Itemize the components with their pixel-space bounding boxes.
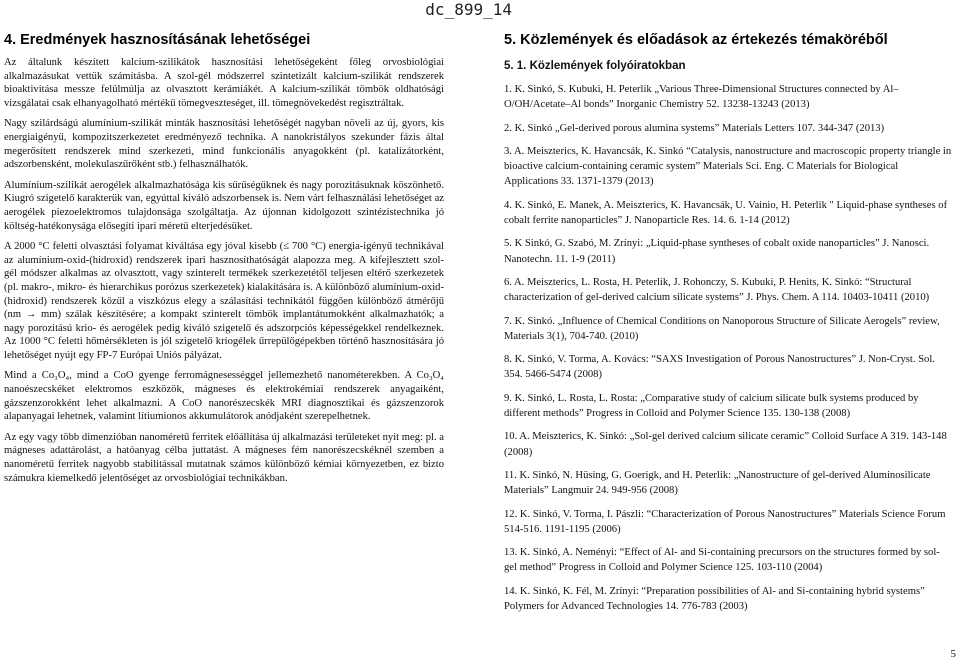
left-column (4, 32, 444, 492)
reference-item: 9. K. Sinkó, L. Rosta, L. Rosta: „Comparative study of calcium silicate bulk systems produced by different methods” Progress in Colloid and Polymer Science 135. 130-138 (2008) (504, 392, 919, 420)
reference-item: 6. A. Meiszterics, L. Rosta, H. Peterlik, J. Rohonczy, S. Kubuki, P. Henits, K. Sinkó: “Structural characterization of gel-derived calcium silicate systems” J. Phys. Chem. A 114. 10403-10411 (2010) (504, 276, 930, 304)
section-heading-publications: 5. Közlemények és előadások az értekezés témaköréből (504, 32, 888, 48)
section-heading-results-usage: 4. Eredmények hasznosításának lehetőségei (4, 32, 311, 48)
reference-item: 1. K. Sinkó, S. Kubuki, H. Peterlik „Various Three-Dimensional Structures connected by Al–O/OH/Acetate–Al bonds” Inorganic Chemistry 52. 13238-13243 (2013) (504, 84, 899, 111)
reference-item: 5. K Sinkó, G. Szabó, M. Zrínyi: „Liquid-phase syntheses of cobalt oxide nanoparticles” J. Nanosci. Nanotechn. 11. 1-9 (2011) (504, 238, 930, 265)
document-id-header: dc_899_14 (425, 0, 512, 19)
subheading-journal-articles: 5. 1. Közlemények folyóiratokban (504, 60, 686, 72)
reference-item: 11. K. Sinkó, N. Hüsing, G. Goerigk, and H. Peterlik: „Nanostructure of gel-derived Aluminosilicate Materials” Langmuir 24. 949-956 (2008) (504, 469, 931, 497)
reference-item: 4. K. Sinkó, E. Manek, A. Meiszterics, K. Havancsák, U. Vainio, H. Peterlik " Liquid-phase syntheses of cobalt ferrite nanoparticles” J. Nanoparticle Res. 14. 6. 1-14 (2012) (504, 199, 948, 227)
paragraph-aluminium-silicates: Nagy szilárdságú alumínium-szilikát minták hasznosítási lehetőségét nagyban növeli az új, gyors, kis energiaigényű, kompozitszerkezetet eredményező technika. A nanokristályos szekunder fázis által megerősített rendszerek mind szerkezeti, mind funkcionális anyagokként (pl. katalizátorként, adszorbensként, molekulaszűrőként stb.) felhasználhatók. (4, 118, 444, 171)
reference-item: 14. K. Sinkó, K. Fél, M. Zrínyi: “Preparation possibilities of Al- and Si-containing hybrid systems” Polymers for Advanced Technologies 14. 776-783 (2003) (504, 585, 925, 613)
reference-item: 2. K. Sinkó „Gel-derived porous alumina systems” Materials Letters 107. 344-347 (2013) (504, 122, 885, 134)
reference-item: 10. A. Meiszterics, K. Sinkó: „Sol-gel derived calcium silicate ceramic” Colloid Surface A 319. 143-148 (2008) (504, 431, 947, 458)
paragraph-aerogels: Alumínium-szilikát aerogélek alkalmazhatósága kis sűrűségüknek és nagy porozitásuknak köszönhető. Kiugró szigetelő karakterük van, egyúttal kiváló adszorbensek is. Nem várt felhasználási lehetőséget az aerogélek piezoelektromos tulajdonsága szolgáltatja. Az újonnan kidolgozott szintézistechnika jó költség-hatékonysága elősegíti ipari méretű elterjedésüket. (4, 179, 444, 232)
paragraph-alumina-systems: A 2000 °C feletti olvasztási folyamat kiváltása egy jóval kisebb (≤ 700 °C) energia-igényű technikával az alumínium-oxid-(hidroxid) rendszerek ipari hasznosíthatóságát alapozza meg. A kifejlesztett szol-gél módszer alkalmas az olvasztott, vagy szinterelt termékek szerkezetétől teljesen eltérő szerkezetek (pl. makro-, mikro- és hierarchikus porózus szerkezetek) kialakítására is. A különböző alumínium-oxid-(hidroxid) rendszerek közül a viszkózus elegy a szálasítási technikától függően különböző átmérőjű (nm → mm) szálak készítésére; a kompakt szinterelt tömbök implantátumokként alkalmazhatók; a nagy porozitású krio- és aerogélek pedig kiváló szigetelő és adszorpciós képességekkel rendelkeznek. Az 1000 °C feletti hőmérsékleten is jól szigetelő kriogélek űrrepülőgépekben történő hasznosítására jó lehetőséget nyújt egy FP-7 Európai Uniós pályázat. (4, 241, 444, 361)
reference-item: 3. A. Meiszterics, K. Havancsák, K. Sinkó “Catalysis, nanostructure and macroscopic property triangle in bioactive calcium-containing ceramic system” Materials Sci. Eng. C Materials for Biological Applications 33. 1371-1379 (2013) (504, 145, 952, 188)
paragraph-ferrites: Az egy vagy több dimenzióban nanoméretű ferritek előállítása új alkalmazási területeket nyit meg: pl. a mágneses adattárolást, a hatóanyag célba juttatást. A mágneses fém nanorészecskéknél szemben a nanoméretű ferritek nagyobb stabilitással mutatnak számos különböző kémiai környezetben, ez bizto számukra kiemelkedő jelentőséget az orvosbiológiai technikákban. (4, 431, 444, 484)
page-number: 5 (950, 648, 956, 660)
reference-item: 8. K. Sinkó, V. Torma, A. Kovács: “SAXS Investigation of Porous Nanostructures” J. Non-Cryst. Sol. 354. 5466-5474 (2008) (504, 354, 935, 381)
reference-item: 7. K. Sinkó. „Influence of Chemical Conditions on Nanoporous Structure of Silicate Aerogels” review, Materials 3(1), 704-740. (2010) (504, 315, 940, 342)
reference-item: 12. K. Sinkó, V. Torma, I. Pászli: “Characterization of Porous Nanostructures” Materials Science Forum 514-516. 1191-1195 (2006) (504, 508, 946, 535)
right-column (504, 32, 952, 622)
paragraph-calcium-silicates: Az általunk készített kalcium-szilikátok hasznosítási lehetőségeként főleg orvosbiológiai alkalmazásukat vettük számításba. A szol-gél módszerrel szintetizált kalcium-szilikát rendszerek bioaktivitása messze felülmúlja az olvasztott kerámiákét. A kalcium-szilikát tömbök oldhatósági vizsgálatai csak elhanyagolható mértékű tömegveszteséget, ill. tömegnövekedést regisztráltak. (4, 57, 444, 109)
reference-item: 13. K. Sinkó, A. Neményi: “Effect of Al- and Si-containing precursors on the structures formed by sol-gel method” Progress in Colloid and Polymer Science 125. 103-110 (2004) (504, 547, 940, 574)
paragraph-cobalt-oxides: Mind a Co₃O₄, mind a CoO gyenge ferromágnesességgel jellemezhető nanométerekben. A Co₃O₄ nanoészecskéket elektromos eszközök, mágneses és elektrokémiai rendszerek anyagaiként, gázszenzorokként lehet alkalmazni. A CoO nanorészecskék MRI diagnosztikai és gázszenzorok alapanyagai lehetnek, valamint lítiumionos akkumulátorok anódjaként szerepelhetnek. (4, 370, 444, 423)
